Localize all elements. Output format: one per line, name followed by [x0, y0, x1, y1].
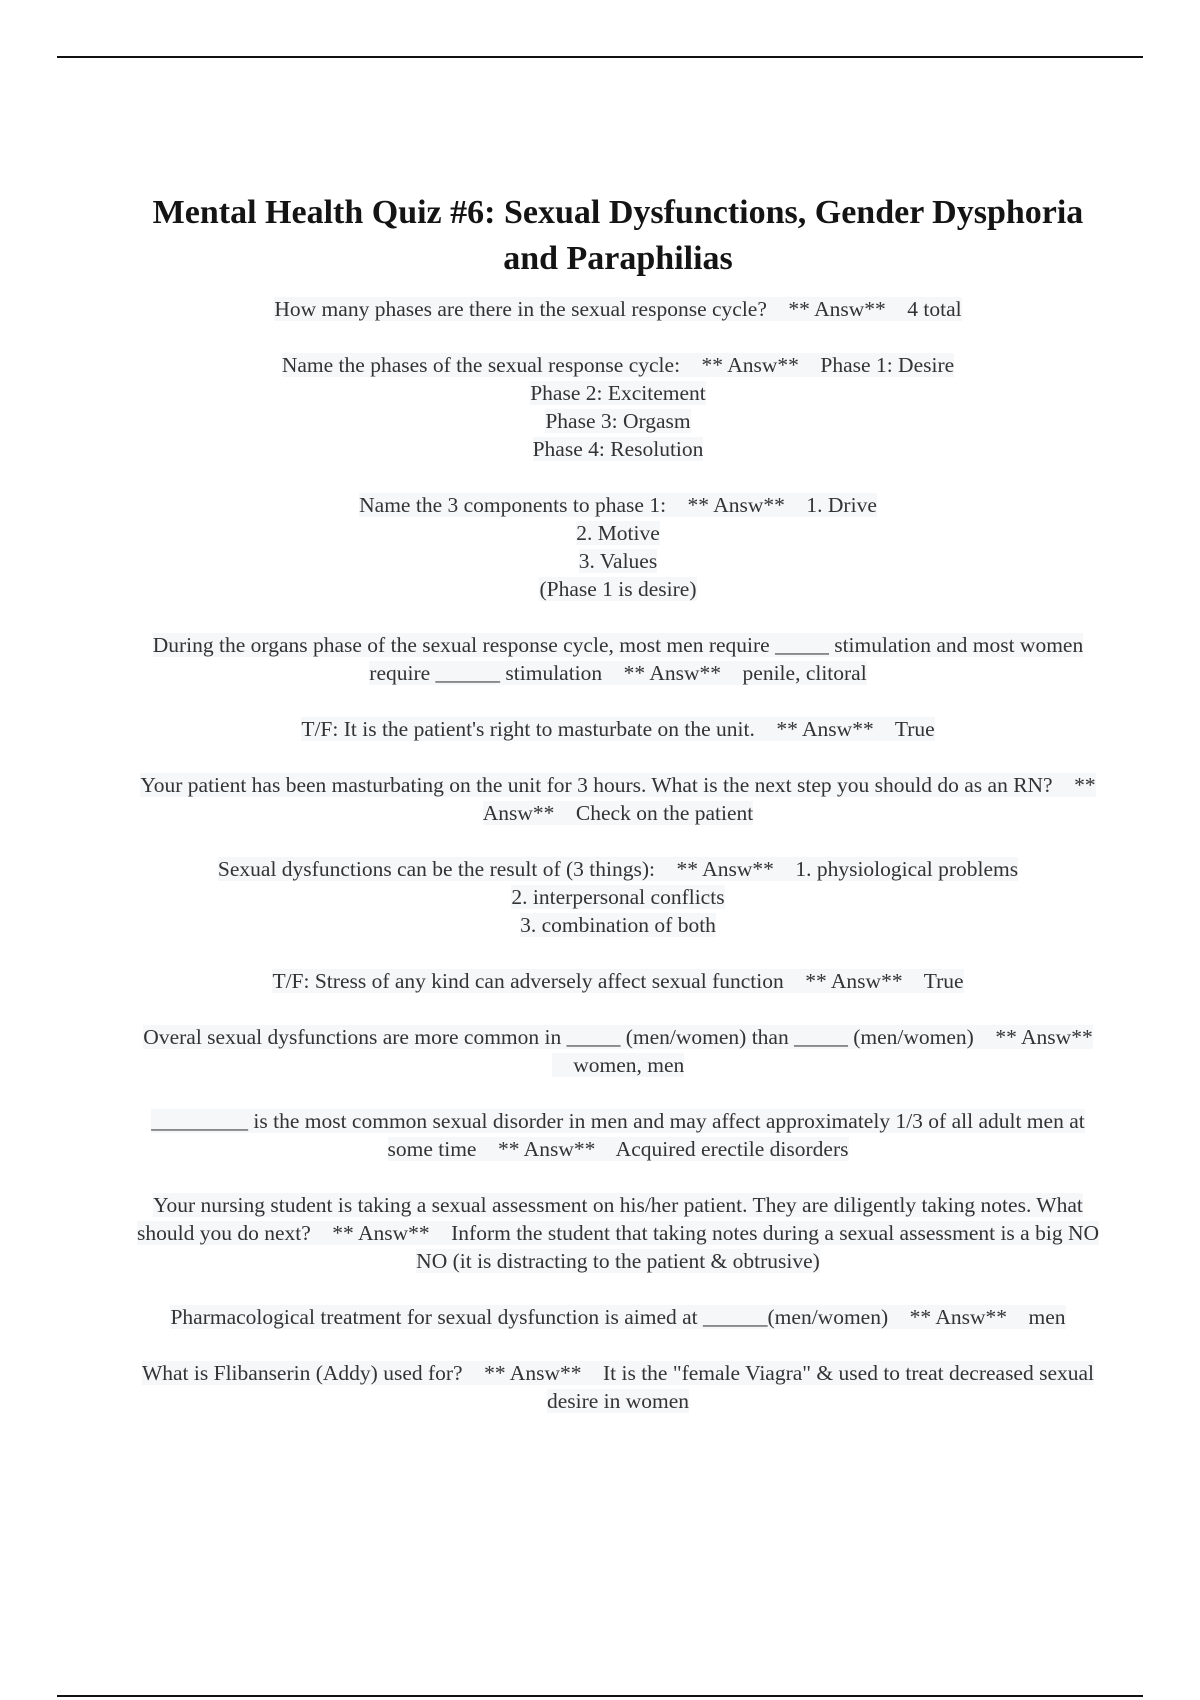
- answer-line: Phase 2: Excitement: [530, 381, 706, 405]
- answer-line: (Phase 1 is desire): [539, 577, 697, 601]
- answer-line: 2. interpersonal conflicts: [511, 885, 725, 909]
- answer-line: Phase 1: Desire: [820, 353, 955, 377]
- answer-line: 1. Drive: [806, 493, 877, 517]
- qa-item: [130, 1303, 1106, 1331]
- question-text: T/F: Stress of any kind can adversely affect sexual function: [272, 969, 784, 993]
- answer-marker: ** Answ**: [687, 493, 785, 517]
- answer-line: 2. Motive: [576, 521, 660, 545]
- answer-marker: ** Answ**: [995, 1025, 1093, 1049]
- answer-marker: ** Answ**: [701, 353, 799, 377]
- qa-list: [130, 295, 1106, 1415]
- qa-item: [130, 1359, 1106, 1415]
- answer-line: Inform the student that taking notes during a sexual assessment is a big NO NO (it is distracting to the patient & obtrusive): [416, 1221, 1099, 1273]
- question-text: During the organs phase of the sexual response cycle, most men require _____ stimulation and most women require ______ stimulation: [152, 633, 1084, 685]
- question-text: Your nursing student is taking a sexual assessment on his/her patient. They are diligently taking notes. What should you do next?: [136, 1193, 1083, 1245]
- qa-item: [130, 631, 1106, 687]
- answer-line: Acquired erectile disorders: [615, 1137, 849, 1161]
- answer-marker: ** Answ**: [484, 1361, 582, 1385]
- qa-item: [130, 771, 1106, 827]
- question-text: What is Flibanserin (Addy) used for?: [141, 1361, 463, 1385]
- question-text: Your patient has been masturbating on the unit for 3 hours. What is the next step you should do as an RN?: [140, 773, 1053, 797]
- answer-marker: ** Answ**: [909, 1305, 1007, 1329]
- answer-line: True: [923, 969, 964, 993]
- answer-line: Phase 4: Resolution: [532, 437, 704, 461]
- answer-line: 4 total: [907, 297, 962, 321]
- document-title: Mental Health Quiz #6: Sexual Dysfunctions, Gender Dysphoria and Paraphilias: [152, 194, 1084, 277]
- qa-item: [130, 1023, 1106, 1079]
- answer-marker: ** Answ**: [805, 969, 903, 993]
- question-text: _________ is the most common sexual disorder in men and may affect approximately 1/3 of all adult men at some time: [151, 1109, 1085, 1161]
- answer-line: Check on the patient: [575, 801, 754, 825]
- question-text: Sexual dysfunctions can be the result of (3 things):: [217, 857, 655, 881]
- answer-marker: ** Answ**: [788, 297, 886, 321]
- answer-line: Phase 3: Orgasm: [545, 409, 691, 433]
- qa-item: [130, 855, 1106, 939]
- question-text: Name the 3 components to phase 1:: [359, 493, 667, 517]
- answer-line: penile, clitoral: [742, 661, 867, 685]
- qa-item: [130, 1191, 1106, 1275]
- question-text: Pharmacological treatment for sexual dysfunction is aimed at ______(men/women): [170, 1305, 889, 1329]
- answer-marker: ** Answ**: [776, 717, 874, 741]
- question-text: How many phases are there in the sexual response cycle?: [274, 297, 767, 321]
- question-text: Name the phases of the sexual response cycle:: [281, 353, 681, 377]
- qa-item: [130, 715, 1106, 743]
- answer-line: 3. Values: [578, 549, 658, 573]
- question-text: T/F: It is the patient's right to masturbate on the unit.: [301, 717, 755, 741]
- answer-line: men: [1028, 1305, 1066, 1329]
- top-rule: [57, 56, 1143, 58]
- answer-marker: ** Answ**: [482, 773, 1096, 825]
- document-body: [130, 190, 1106, 1443]
- answer-marker: ** Answ**: [497, 1137, 596, 1161]
- qa-item: [130, 1107, 1106, 1163]
- answer-marker: ** Answ**: [332, 1221, 430, 1245]
- qa-item: [130, 295, 1106, 323]
- answer-line: 3. combination of both: [520, 913, 716, 937]
- bottom-rule: [57, 1695, 1143, 1697]
- qa-item: [130, 967, 1106, 995]
- qa-item: [130, 491, 1106, 603]
- question-text: Overal sexual dysfunctions are more common in _____ (men/women) than _____ (men/women): [143, 1025, 974, 1049]
- answer-marker: ** Answ**: [676, 857, 774, 881]
- answer-line: women, men: [573, 1053, 685, 1077]
- qa-item: [130, 351, 1106, 463]
- answer-line: 1. physiological problems: [795, 857, 1019, 881]
- answer-line: True: [894, 717, 935, 741]
- answer-line: It is the "female Viagra" & used to treat decreased sexual desire in women: [546, 1361, 1095, 1413]
- answer-marker: ** Answ**: [623, 661, 722, 685]
